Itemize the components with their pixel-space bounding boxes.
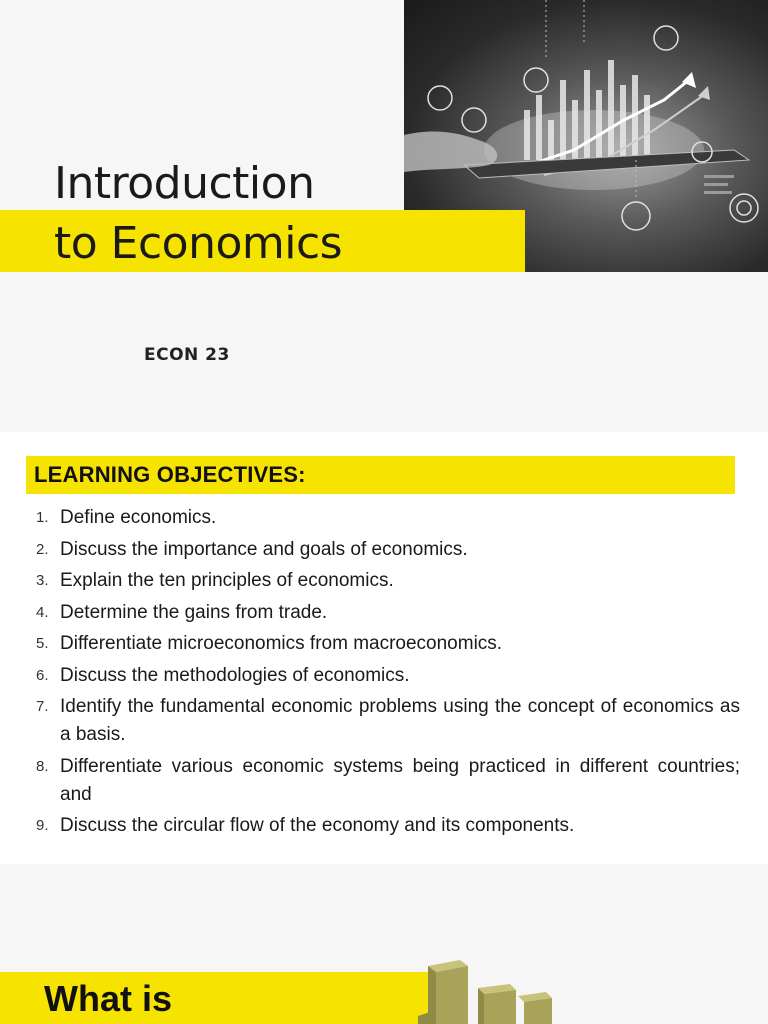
- slide-title-line2: to Economics: [54, 218, 343, 269]
- slide-title-line1: Introduction: [54, 158, 315, 209]
- objective-text: Discuss the methodologies of economics.: [60, 664, 410, 686]
- objective-item: [0, 599, 768, 627]
- objective-number: 3.: [36, 572, 49, 589]
- objective-item: [0, 662, 768, 690]
- objective-number: 9.: [36, 817, 49, 834]
- objective-text: Explain the ten principles of economics.: [60, 570, 394, 591]
- objectives-list: [0, 504, 768, 844]
- objective-text: Discuss the importance and goals of economics.: [60, 538, 468, 560]
- objectives-slide: [0, 432, 768, 864]
- objective-text: Differentiate various economic systems being practiced in different countries; and: [60, 755, 740, 805]
- objective-number: 2.: [36, 540, 49, 558]
- objective-number: 7.: [36, 698, 49, 715]
- what-is-heading: What is: [44, 978, 173, 1019]
- objective-text: Differentiate microeconomics from macroeconomics.: [60, 633, 503, 654]
- what-is-slide: [0, 864, 768, 1024]
- objective-item: [0, 567, 768, 595]
- objective-number: 5.: [36, 635, 49, 652]
- objective-item: [0, 504, 768, 532]
- objective-text: Determine the gains from trade.: [60, 601, 328, 623]
- objective-number: 1.: [36, 509, 49, 526]
- title-slide: [0, 0, 768, 432]
- course-code: ECON 23: [144, 345, 230, 365]
- objective-item: [0, 630, 768, 658]
- objective-item: [0, 536, 768, 564]
- objective-item: [0, 812, 768, 840]
- objectives-heading: LEARNING OBJECTIVES:: [34, 462, 306, 487]
- objective-item: [0, 753, 768, 809]
- cardboard-boxes-illustration: [418, 946, 568, 1024]
- objective-item: [0, 693, 768, 749]
- objective-number: 6.: [36, 666, 49, 684]
- objective-text: Identify the fundamental economic problems using the concept of economics as a basis.: [60, 696, 740, 745]
- objective-number: 8.: [36, 757, 49, 775]
- objective-text: Define economics.: [60, 507, 217, 528]
- objective-text: Discuss the circular flow of the economy and its components.: [60, 815, 575, 836]
- objective-number: 4.: [36, 603, 49, 621]
